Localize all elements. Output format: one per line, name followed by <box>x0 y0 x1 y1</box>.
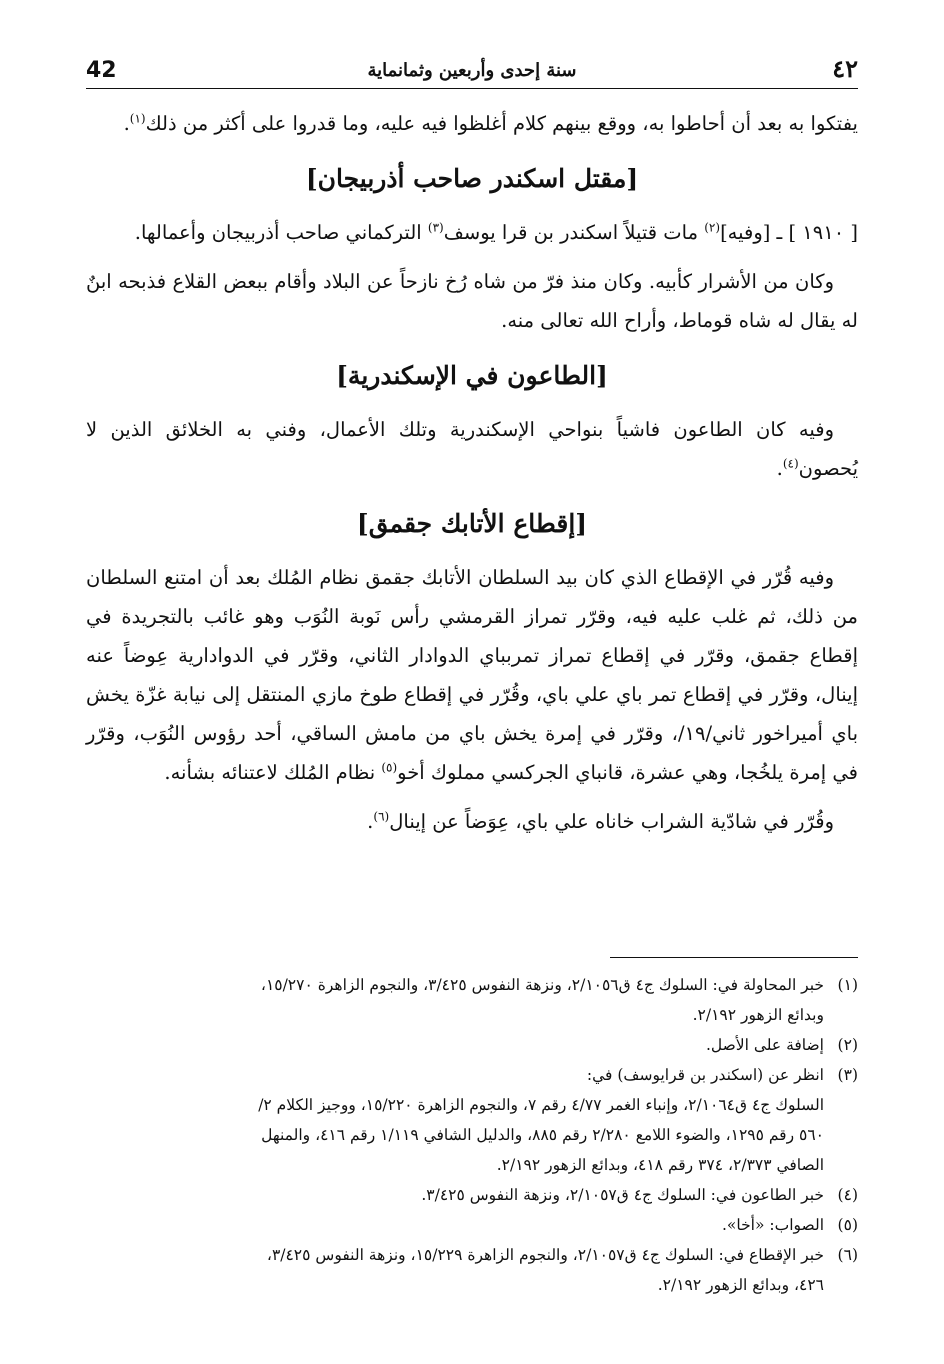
entry-number: [ ١٩١٠ ] ـ [وفيه] <box>720 221 858 244</box>
footnote-ref-2: (٢) <box>704 220 721 235</box>
paragraph-2-text-end: التركماني صاحب أذربيجان وأعمالها. <box>134 221 428 244</box>
footnote-number: (٤) <box>837 1186 858 1204</box>
footnote-number: (٦) <box>837 1246 858 1264</box>
footnote <box>86 970 858 1030</box>
page-number-arabic: ٤٢ <box>832 54 858 83</box>
footnote-number: (٣) <box>837 1066 858 1084</box>
footnote-line: السلوك ج٤ ق٢/١٠٦٤، وإنباء الغمر ٤/٧٧ رقم ٧، والنجوم الزاهرة ١٥/٢٢٠، ووجيز الكلام ٢/ <box>258 1096 824 1114</box>
footnote-number: (١) <box>837 976 858 994</box>
paragraph-6-text: وقُرّر في شادّية الشراب خاناه علي باي، عِوَضاً عن إينال <box>389 810 834 833</box>
paragraph-6: وقُرّر في شادّية الشراب خاناه علي باي، عِوَضاً عن إينال$^{(٦)}$. <box>367 809 834 833</box>
footnote-line: خبر المحاولة في: السلوك ج٤ ق٢/١٠٥٦، ونزهة النفوس ٣/٤٢٥، والنجوم الزاهرة ١٥/٢٧٠، <box>260 976 824 994</box>
footnote-ref-6: (٦) <box>373 809 390 824</box>
page-number-latin: 42 <box>86 58 117 83</box>
section-heading-1: [مقتل اسكندر صاحب أذربيجان] <box>305 164 639 193</box>
footnote-line: ٥٦٠ رقم ١٢٩٥، والضوء اللامع ٢/٢٨٠ رقم ٨٨٥، والدليل الشافي ١/١١٩ رقم ٤١٦، والمنهل <box>261 1126 824 1144</box>
footnote-ref-5: (٥) <box>381 760 398 775</box>
footnotes <box>86 970 858 1300</box>
footnote <box>86 1180 858 1210</box>
footnote-line: وبدائع الزهور ٢/١٩٢. <box>692 1006 824 1024</box>
section-heading-3: [إقطاع الأتابك جقمق] <box>356 509 588 538</box>
paragraph-1-text: يفتكوا به بعد أن أحاطوا به، ووقع بينهم كلام أغلظوا فيه عليه، وما قدروا على أكثر من ذلك <box>145 112 858 135</box>
paragraph-4: وفيه كان الطاعون فاشياً بنواحي الإسكندرية وتلك الأعمال، وفني به الخلائق الذين لا يُحصون$^{(٤)}$. <box>86 418 858 480</box>
footnote-ref-3: (٣) <box>427 220 444 235</box>
main-text <box>86 104 858 851</box>
footnote-ref-4: (٤) <box>782 456 799 471</box>
footnote-number: (٢) <box>837 1036 858 1054</box>
footnote-line: انظر عن (اسكندر بن قرايوسف) في: <box>586 1066 824 1084</box>
footnote-divider <box>610 957 858 958</box>
footnote <box>86 1030 858 1060</box>
footnote-ref-1: (١) <box>129 111 146 126</box>
paragraph-5-text: وفيه قُرّر في الإقطاع الذي كان بيد السلطان الأتابك جقمق نظام المُلك بعد أن امتنع السلطان من ذلك، ثم غلب عليه فيه، وقرّر تمراز القرمشي رأس نَوبة النُوَب وهو غائب بالتجريدة في إقطاع جقمق، وقرّر في إقطاع تمراز تمربباي الدوادار الثاني، وقرّر في الدوادارية عِوضاً عنه إينال، وقرّر في إقطاع تمر باي علي باي، وقُرّر في إقطاع طوخ مازي المنتقل إلى نيابة غزّة يخش باي أميراخور ثاني/١٩/، وقرّر في إمرة يخش باي من مامش الساقي، أحد رؤوس النُوَب، وقرّر في إمرة يلخُجا، وهي عشرة، قانباي الجركسي مملوك أخو <box>86 566 858 784</box>
footnote-line: ٤٢٦، وبدائع الزهور ٢/١٩٢. <box>657 1276 824 1294</box>
paragraph-5-text-end: نظام المُلك لاعتنائه بشأنه. <box>164 761 382 784</box>
paragraph-2 <box>86 213 858 252</box>
paragraph-3: وكان من الأشرار كأبيه. وكان منذ فرّ من شاه رُخ نازحاً عن البلاد وأقام ببعض القلاع فذبحه ابنٌ له يقال له شاه قوماط، وأراح الله تعالى منه. <box>86 270 858 332</box>
footnote-line: خبر الطاعون في: السلوك ج٤ ق٢/١٠٥٧، ونزهة النفوس ٣/٤٢٥. <box>421 1186 824 1204</box>
footnote-line: إضافة على الأصل. <box>705 1036 824 1054</box>
running-header <box>86 54 858 89</box>
footnote-line: الصافي ٢/٣٧٣، ٣٧٤ رقم ٤١٨، وبدائع الزهور ٢/١٩٢. <box>496 1156 824 1174</box>
footnote-number: (٥) <box>837 1216 858 1234</box>
paragraph-2-text: مات قتيلاً اسكندر بن قرا يوسف <box>443 221 705 244</box>
footnote <box>86 1060 858 1180</box>
section-heading-2: [الطاعون في الإسكندرية] <box>336 361 608 390</box>
footnote-line: خبر الإقطاع في: السلوك ج٤ ق٢/١٠٥٧، والنجوم الزاهرة ١٥/٢٢٩، ونزهة النفوس ٣/٤٢٥، <box>266 1246 824 1264</box>
paragraph-5 <box>86 558 858 792</box>
footnote <box>86 1240 858 1300</box>
paragraph-4-text: وفيه كان الطاعون فاشياً بنواحي الإسكندرية وتلك الأعمال، وفني به الخلائق الذين لا يُحصون <box>86 418 858 480</box>
footnote-line: الصواب: «أخا». <box>721 1216 824 1234</box>
running-title: سنة إحدى وأربعين وثمانماية <box>367 60 577 81</box>
paragraph-1: يفتكوا به بعد أن أحاطوا به، ووقع بينهم كلام أغلظوا فيه عليه، وما قدروا على أكثر من ذلك$^{(١)}$. <box>123 111 858 135</box>
footnote <box>86 1210 858 1240</box>
